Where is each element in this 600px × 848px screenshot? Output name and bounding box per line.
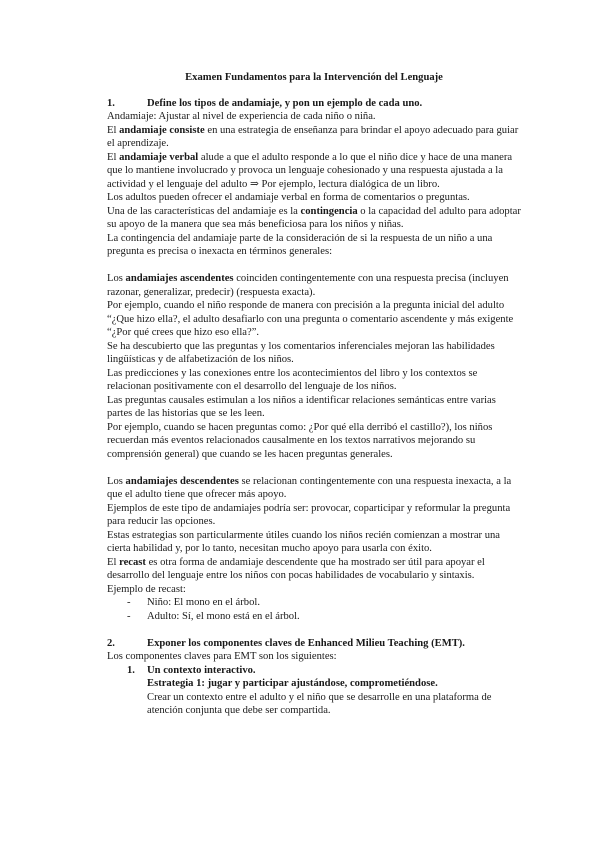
paragraph-componentes: Los componentes claves para EMT son los siguientes: [107,651,337,662]
question-1-number: 1. [107,97,115,109]
paragraph-andamiaje: Andamiaje: Ajustar al nivel de experiencia de cada niño o niña. [107,111,376,122]
paragraph-ejemplo-causal: Por ejemplo, cuando se hacen preguntas como: ¿Por qué ella derribó el castillo?), los niños recuerdan más eventos relacionados causalmente en los textos narrativos mejorando su comprensión general) que cuando se les hacen preguntas generales. [107,421,493,460]
spacer [107,259,521,273]
spacer [107,623,521,637]
paragraph-descendentes [107,475,521,502]
question-2-number: 2. [107,637,115,649]
bold-term: andamiajes descendentes [125,475,239,487]
dash-bullet: - [127,610,131,622]
paragraph-ascendentes [107,272,521,299]
paragraph-estrategias: Estas estrategias son particularmente útiles cuando los niños recién comienzan a mostrar una cierta habilidad y, por lo tanto, necesitan mucho apoyo para usarla con éxito. [107,529,501,554]
paragraph-verbal [107,151,521,192]
document-body [107,71,521,718]
paragraph-consiste [107,124,521,151]
paragraph-predicciones: Las predicciones y las conexiones entre los acontecimientos del libro y los contextos se relacionan positivamente con el desarrollo del lenguaje de los niños. [107,367,478,392]
document-title: Examen Fundamentos para la Intervención del Lenguaje [185,72,443,83]
paragraph-crear-contexto: Crear un contexto entre el adulto y el niño que se desarrolle en una plataforma de atención conjunta que debe ser compartida. [147,691,492,716]
bold-term: andamiajes ascendentes [125,273,234,284]
emt-component-number: 1. [127,664,135,676]
text-run: alude a que el adulto responde a lo que el niño dice y hace de una manera que lo mantiene involucrado y provoca un lenguaje cohesionado y una respuesta ajustada a la actividad y el lenguaje del adulto ⇒ Por ejemplo, lectura dialógica de un libro. [107,151,513,190]
paragraph-ejemplo-ascendente: Por ejemplo, cuando el niño responde de manera con precisión a la pregunta inicial del adulto “¿Que hizo ella?, el adulto desafiarlo con una pregunta o comentario ascendente y más exigente “¿Por qué crees que hizo eso ella?”. [107,300,514,338]
question-1-text: Define los tipos de andamiaje, y pon un ejemplo de cada uno. [147,97,423,109]
text-run: coinciden contingentemente con una respuesta precisa (incluyen razonar, generalizar, predecir) (respuesta exacta). [107,273,509,298]
text-run: El [107,556,120,568]
emt-component-label: Un contexto interactivo. [147,664,256,676]
emt-component-1 [127,664,521,678]
list-item-text: Niño: El mono en el árbol. [147,597,260,608]
bold-term: recast [119,556,146,568]
question-2-text: Exponer los componentes claves de Enhanced Milieu Teaching (EMT). [147,637,465,649]
spacer [107,461,521,475]
recast-example-list [107,596,521,623]
paragraph-contingencia-2: La contingencia del andamiaje parte de la consideración de si la respuesta de un niño a una pregunta es precisa o inexacta en términos generales: [107,232,493,257]
paragraph-descubierto: Se ha descubierto que las preguntas y los comentarios inferenciales mejoran las habilidades lingüísticas y de alfabetización de los niños. [107,340,495,365]
list-item [127,596,521,610]
text-run: es otra forma de andamiaje descendente que ha mostrado ser útil para apoyar el desarrollo del lenguaje entre los niños con pocas habilidades de vocabulario y sintaxis. [107,556,485,581]
text-run: se relacionan contingentemente con una respuesta inexacta, a la que el adulto tiene que ofrecer más apoyo. [107,475,512,500]
estrategia-1-heading: Estrategia 1: jugar y participar ajustándose, comprometiéndose. [147,678,438,689]
question-1-heading [107,97,521,111]
text-run: El [107,151,120,163]
text-run: El [107,124,120,136]
dash-bullet: - [127,597,131,608]
bold-term: andamiaje verbal [119,151,199,163]
paragraph-ejemplo-recast: Ejemplo de recast: [107,583,186,595]
bold-term: andamiaje consiste [119,124,205,136]
text-run: Los [107,273,126,284]
list-item [127,610,521,624]
paragraph-causales: Las preguntas causales estimulan a los niños a identificar relaciones semánticas entre varias partes de las historias que se les leen. [107,394,496,419]
list-item-text: Adulto: Sí, el mono está en el árbol. [147,610,300,622]
paragraph-recast [107,556,521,583]
text-run: en una estrategia de enseñanza para brindar el apoyo adecuado para guiar el aprendizaje. [107,124,519,149]
paragraph-contingencia [107,205,521,232]
bold-term: contingencia [300,205,358,217]
question-2-heading [107,637,521,651]
paragraph-adultos: Los adultos pueden ofrecer el andamiaje verbal en forma de comentarios o preguntas. [107,192,470,203]
text-run: Una de las características del andamiaje es la [107,205,301,217]
paragraph-ejemplos-descendentes: Ejemplos de este tipo de andamiajes podría ser: provocar, coparticipar y reformular la pregunta para reducir las opciones. [107,502,511,527]
text-run: Los [107,475,126,487]
text-run: o la capacidad del adulto para adoptar su apoyo de la manera que sea más beneficiosa para los niños y niñas. [107,205,521,230]
